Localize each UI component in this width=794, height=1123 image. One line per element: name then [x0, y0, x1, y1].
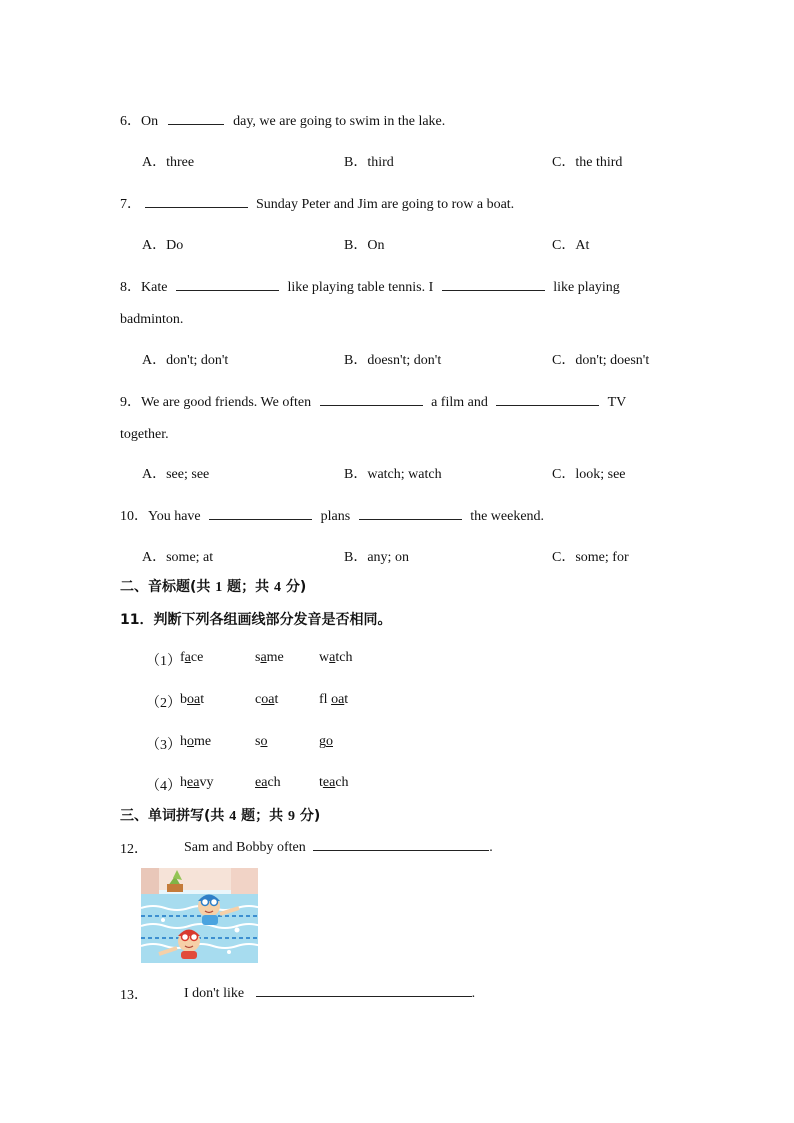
q7-option-b: B．On — [344, 238, 385, 253]
q11-word — [180, 775, 213, 791]
word-part: vy — [199, 775, 214, 790]
q10-option-b: B．any; on — [344, 550, 409, 565]
q11-word — [255, 692, 278, 708]
underlined-letters: ea — [322, 775, 336, 790]
underlined-letters: o — [326, 734, 333, 749]
section-3-title-a: 三、单词拼写(共 — [120, 808, 230, 824]
swimming-children-illustration — [141, 868, 258, 963]
q8-stem-line2: badminton. — [120, 312, 184, 327]
q11-word — [319, 650, 352, 666]
question-13-number: 13． — [120, 988, 148, 1003]
question-12-number: 12． — [120, 842, 148, 857]
q8-stem-start: 8．Kate — [120, 280, 168, 295]
q11-word — [319, 775, 349, 791]
q9-stem-start: 9．We are good friends. We often — [120, 395, 312, 410]
q11-word — [180, 692, 204, 708]
underlined-letters: ea — [187, 775, 200, 790]
word-part: ce — [190, 650, 204, 665]
q11-word — [255, 734, 267, 750]
word-part: me — [194, 734, 212, 749]
q8-stem-mid: like playing table tennis. I — [287, 280, 434, 295]
underlined-letters: oa — [187, 692, 201, 707]
question-7 — [120, 193, 514, 213]
word-part: t — [344, 692, 349, 707]
q9-stem-end: TV — [607, 395, 627, 410]
q7-answer-blank[interactable] — [145, 195, 248, 208]
q11-word — [319, 734, 333, 750]
section-2-points: 4 — [274, 580, 282, 595]
q9-option-a: A．see; see — [142, 467, 210, 482]
word-part: s — [255, 734, 261, 749]
q11-group-label: （4） — [146, 779, 181, 794]
question-13 — [184, 984, 475, 1002]
q7-number: 7． — [120, 197, 141, 212]
q8-option-a: A．don't; don't — [142, 353, 229, 368]
q8-option-c: C．don't; doesn't — [552, 353, 650, 368]
q12-period: . — [489, 840, 493, 855]
q13-answer-blank[interactable] — [256, 984, 472, 997]
q9-stem-line2: together. — [120, 427, 169, 442]
word-part: tch — [335, 650, 353, 665]
q11-group-label: （2） — [146, 696, 181, 711]
q10-option-c: C．some; for — [552, 550, 629, 565]
q6-option-c: C．the third — [552, 155, 623, 170]
underlined-letters: a — [329, 650, 336, 665]
q10-stem-start: 10．You have — [120, 509, 201, 524]
word-part: t — [274, 692, 279, 707]
q9-option-c: C．look; see — [552, 467, 626, 482]
q9-answer-blank-1[interactable] — [320, 393, 423, 406]
question-6 — [120, 110, 445, 130]
section-2-title-c: 分) — [281, 579, 307, 595]
section-2-title-b: 题；共 — [222, 579, 275, 595]
word-part: fl — [319, 692, 332, 707]
q8-answer-blank-1[interactable] — [176, 278, 279, 291]
q8-option-b: B．doesn't; don't — [344, 353, 442, 368]
section-3-title-c: 分) — [295, 808, 321, 824]
word-part: t — [200, 692, 205, 707]
question-9 — [120, 391, 626, 411]
word-part: t — [319, 775, 323, 790]
q10-stem-mid: plans — [320, 509, 351, 524]
word-part: h — [180, 775, 187, 790]
underlined-letters: o — [260, 734, 268, 749]
word-part: g — [319, 734, 326, 749]
q13-period: . — [471, 986, 476, 1001]
q10-option-a: A．some; at — [142, 550, 214, 565]
word-part: b — [180, 692, 187, 707]
word-part: c — [255, 692, 262, 707]
q7-option-a: A．Do — [142, 238, 184, 253]
section-3-count: 4 — [229, 809, 237, 824]
q11-word — [255, 775, 281, 791]
q6-stem-start: 6．On — [120, 114, 159, 129]
q11-group-label: （1） — [146, 654, 181, 669]
swimming-illustration-svg — [141, 868, 258, 963]
q11-word — [180, 650, 203, 666]
underlined-letters: oa — [261, 692, 275, 707]
q6-option-b: B．third — [344, 155, 394, 170]
section-2-heading — [120, 576, 306, 596]
q7-option-c: C．At — [552, 238, 590, 253]
q6-option-a: A．three — [142, 155, 195, 170]
section-3-heading — [120, 805, 320, 825]
q10-answer-blank-1[interactable] — [209, 507, 312, 520]
word-part: ch — [335, 775, 349, 790]
word-part: s — [255, 650, 261, 665]
q11-word — [255, 650, 284, 666]
underlined-letters: a — [184, 650, 191, 665]
underlined-letters: ea — [255, 775, 268, 790]
question-10 — [120, 505, 544, 525]
underlined-letters: a — [260, 650, 267, 665]
q12-answer-blank[interactable] — [313, 838, 489, 851]
q9-answer-blank-2[interactable] — [496, 393, 599, 406]
word-part: ch — [267, 775, 281, 790]
q10-stem-end: the weekend. — [470, 509, 545, 524]
underlined-letters: o — [187, 734, 194, 749]
section-2-count: 1 — [215, 580, 223, 595]
q7-stem-end: Sunday Peter and Jim are going to row a boat. — [256, 197, 515, 212]
q6-stem-end: day, we are going to swim in the lake. — [233, 114, 446, 129]
section-3-title-b: 题；共 — [236, 808, 289, 824]
question-11-title: 11．判断下列各组画线部分发音是否相同。 — [120, 612, 392, 628]
word-part: me — [266, 650, 284, 665]
q8-stem-end: like playing — [553, 280, 620, 295]
q13-stem: I don't like — [184, 986, 245, 1001]
q10-answer-blank-2[interactable] — [359, 507, 462, 520]
section-2-title-a: 二、音标题(共 — [120, 579, 216, 595]
word-part: f — [180, 650, 185, 665]
q11-group-label: （3） — [146, 738, 181, 753]
word-part: w — [319, 650, 330, 665]
q11-word — [180, 734, 211, 750]
underlined-letters: oa — [331, 692, 345, 707]
word-part: h — [180, 734, 187, 749]
question-8 — [120, 276, 620, 296]
q6-answer-blank[interactable] — [168, 112, 224, 125]
q9-stem-mid: a film and — [431, 395, 488, 410]
q12-stem: Sam and Bobby often — [184, 840, 306, 855]
q11-word — [319, 692, 348, 708]
q8-answer-blank-2[interactable] — [442, 278, 545, 291]
question-12 — [184, 838, 493, 856]
section-3-points: 9 — [288, 809, 296, 824]
q9-option-b: B．watch; watch — [344, 467, 442, 482]
